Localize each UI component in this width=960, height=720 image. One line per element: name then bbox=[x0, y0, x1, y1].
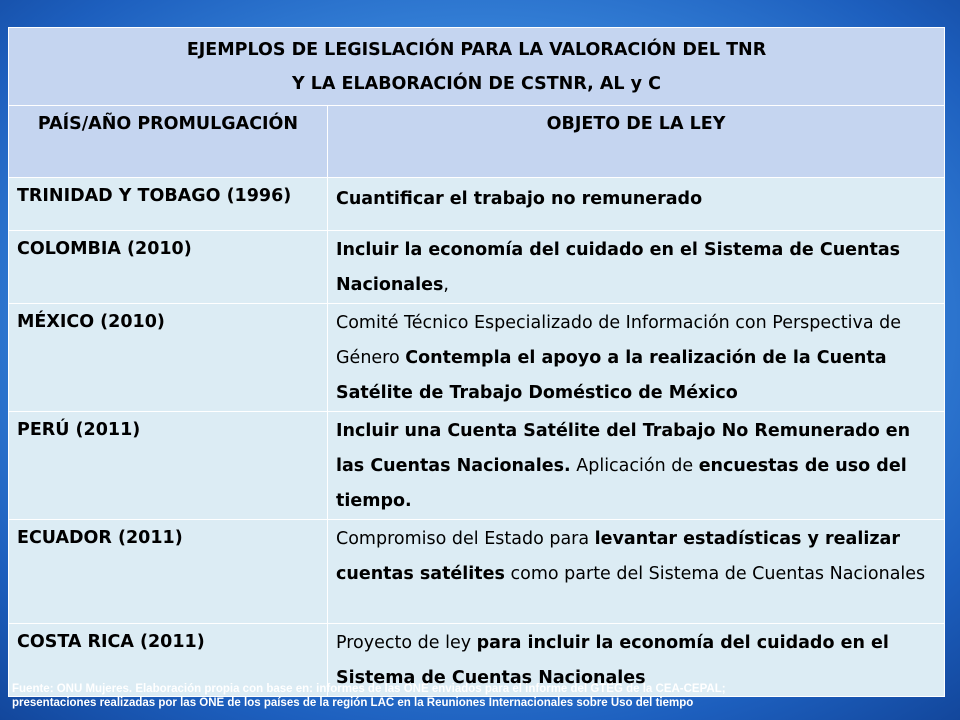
header-country: PAÍS/AÑO PROMULGACIÓN bbox=[9, 106, 328, 178]
header-object: OBJETO DE LA LEY bbox=[328, 106, 945, 178]
footnote-line-2: presentaciones realizadas por las ONE de los países de la región LAC en la Reuniones Internacionales sobre Uso del tiempo bbox=[12, 697, 694, 709]
row-country: ECUADOR (2011) bbox=[9, 520, 328, 624]
source-footnote bbox=[12, 682, 952, 710]
table-row bbox=[9, 178, 945, 231]
object-text-segment: Proyecto de ley bbox=[336, 633, 477, 653]
object-text-segment: para incluir la economía del cuidado en el Sistema de Cuentas Nacionales bbox=[336, 633, 889, 688]
footnote-line-1: Fuente: ONU Mujeres. Elaboración propia con base en: informes de las ONE enviados para el informe del GTEG de la CEA-CEPAL; bbox=[12, 683, 726, 695]
row-object bbox=[328, 520, 945, 624]
object-text-segment: Compromiso del Estado para bbox=[336, 529, 595, 549]
object-text-segment: como parte del Sistema de Cuentas Nacionales bbox=[504, 564, 926, 584]
object-text-segment: Aplicación de bbox=[570, 456, 699, 476]
object-text-segment: Incluir la economía del cuidado en el Sistema de Cuentas Nacionales bbox=[336, 240, 901, 295]
object-text-segment: Comité Técnico Especializado de Información con Perspectiva de Género bbox=[336, 313, 902, 368]
object-text-segment: levantar estadísticas y realizar cuentas satélites bbox=[336, 529, 900, 584]
title-row bbox=[9, 28, 945, 106]
header-row bbox=[9, 106, 945, 178]
object-text-segment: Cuantificar el trabajo no remunerado bbox=[336, 189, 703, 209]
row-object bbox=[328, 412, 945, 520]
table-row bbox=[9, 520, 945, 624]
row-country: MÉXICO (2010) bbox=[9, 304, 328, 412]
row-object bbox=[328, 231, 945, 304]
title-line-1: EJEMPLOS DE LEGISLACIÓN PARA LA VALORACIÓN DEL TNR bbox=[186, 40, 767, 60]
row-country: PERÚ (2011) bbox=[9, 412, 328, 520]
table-row bbox=[9, 304, 945, 412]
row-country: COLOMBIA (2010) bbox=[9, 231, 328, 304]
table-row bbox=[9, 231, 945, 304]
object-text-segment: Contempla el apoyo a la realización de la Cuenta Satélite de Trabajo Doméstico de México bbox=[336, 348, 887, 403]
object-text-segment: encuestas de uso del tiempo. bbox=[336, 456, 907, 511]
title-line-2: Y LA ELABORACIÓN DE CSTNR, AL y C bbox=[292, 74, 662, 94]
table-row bbox=[9, 412, 945, 520]
row-object bbox=[328, 178, 945, 231]
row-object bbox=[328, 304, 945, 412]
table-title bbox=[9, 28, 945, 106]
legislation-table bbox=[8, 27, 945, 697]
object-text-segment: Incluir una Cuenta Satélite del Trabajo No Remunerado en las Cuentas Nacionales. bbox=[336, 421, 911, 476]
row-country: COSTA RICA (2011) bbox=[9, 624, 328, 697]
row-country: TRINIDAD Y TOBAGO (1996) bbox=[9, 178, 328, 231]
object-text-segment: , bbox=[443, 275, 449, 295]
